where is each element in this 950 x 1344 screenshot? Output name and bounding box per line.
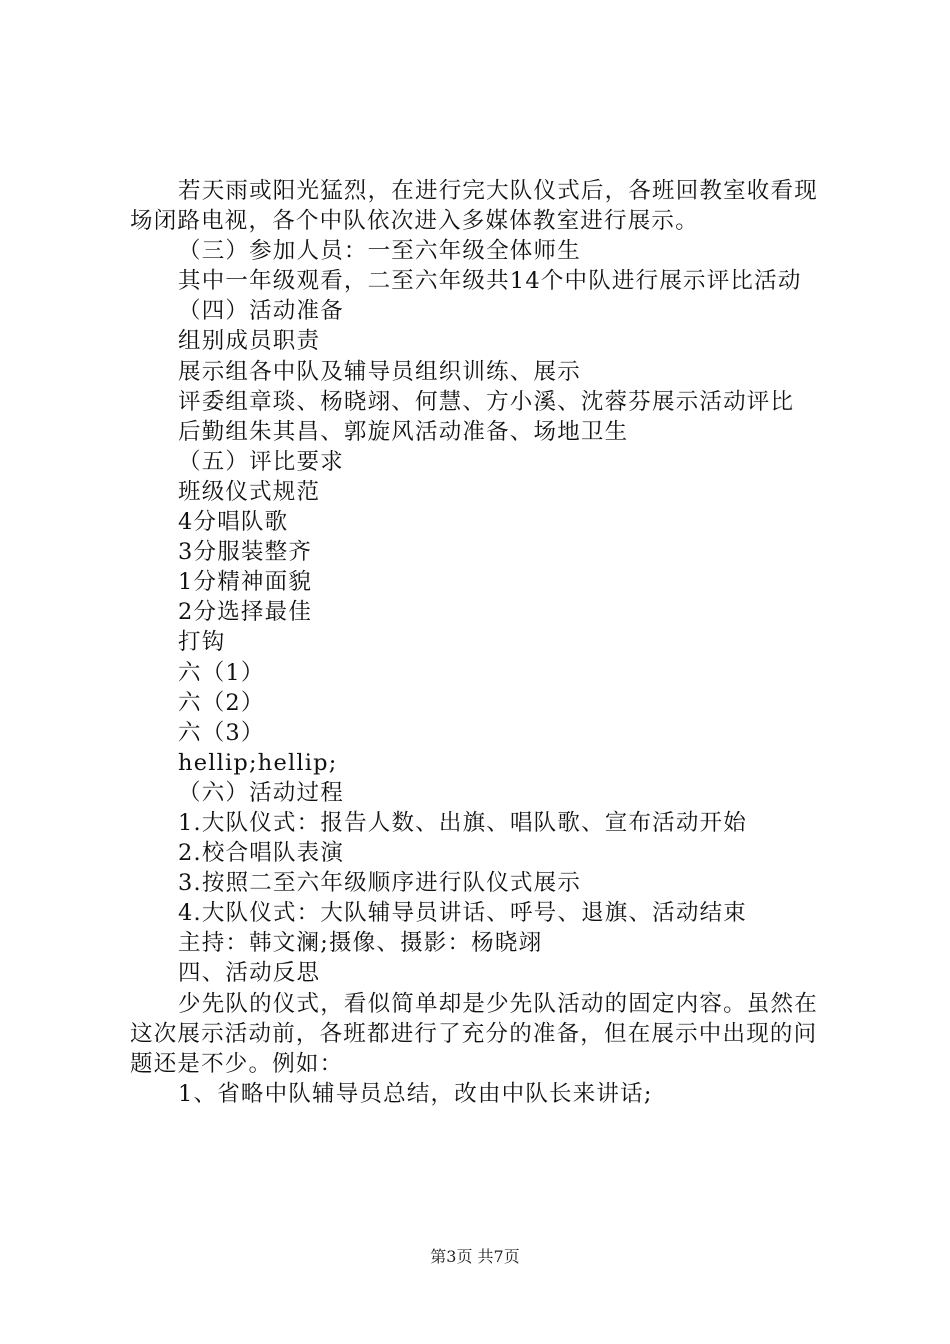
paragraph-process-1: 1.大队仪式：报告人数、出旗、唱队歌、宣布活动开始 — [178, 809, 747, 836]
paragraph-group-header: 组别成员职责 — [178, 328, 321, 355]
paragraph-criteria-best: 2分选择最佳 — [178, 599, 313, 626]
paragraph-process-2: 2.校合唱队表演 — [178, 840, 345, 867]
heading-participants: （三）参加人员：一至六年级全体师生 — [178, 238, 581, 265]
paragraph-criteria-spirit: 1分精神面貌 — [178, 569, 313, 596]
paragraph-class-6-3: 六（3） — [178, 719, 265, 746]
paragraph-tick: 打钩 — [178, 629, 226, 656]
page-footer: 第3页 共7页 — [430, 1247, 520, 1266]
paragraph-reflection-1: 1、省略中队辅导员总结，改由中队长来讲话; — [178, 1080, 653, 1107]
paragraph-criteria-uniform: 3分服装整齐 — [178, 539, 313, 566]
paragraph-process-4: 4.大队仪式：大队辅导员讲话、呼号、退旗、活动结束 — [178, 900, 747, 927]
paragraph-logistics-group: 后勤组朱其昌、郭旋风活动准备、场地卫生 — [178, 418, 629, 445]
paragraph-display-group: 展示组各中队及辅导员组织训练、展示 — [178, 358, 581, 385]
heading-process: （六）活动过程 — [178, 779, 344, 806]
paragraph-reflection: 少先队的仪式，看似简单却是少先队活动的固定内容。虽然在这次展示活动前，各班都进行了充分的准备，但在展示中出现的问题还是不少。例如： — [130, 990, 818, 1077]
paragraph-criteria-song: 4分唱队歌 — [178, 509, 289, 536]
paragraph-process-3: 3.按照二至六年级顺序进行队仪式展示 — [178, 870, 582, 897]
paragraph-host: 主持：韩文澜;摄像、摄影：杨晓翊 — [178, 930, 543, 957]
heading-reflection: 四、活动反思 — [178, 960, 321, 987]
document-body — [130, 176, 832, 1109]
paragraph-class-6-1: 六（1） — [178, 659, 265, 686]
paragraph-rain-plan: 若天雨或阳光猛烈，在进行完大队仪式后，各班回教室收看现场闭路电视，各个中队依次进入多媒体教室进行展示。 — [130, 178, 818, 235]
paragraph-judge-group: 评委组章琰、杨晓翊、何慧、方小溪、沈蓉芬展示活动评比 — [178, 388, 795, 415]
paragraph-criteria-title: 班级仪式规范 — [178, 478, 321, 505]
heading-criteria: （五）评比要求 — [178, 448, 344, 475]
paragraph-participants: 其中一年级观看，二至六年级共14个中队进行展示评比活动 — [178, 268, 802, 295]
paragraph-class-6-2: 六（2） — [178, 689, 265, 716]
heading-preparation: （四）活动准备 — [178, 298, 344, 325]
paragraph-ellipsis: hellip;hellip; — [178, 749, 338, 776]
